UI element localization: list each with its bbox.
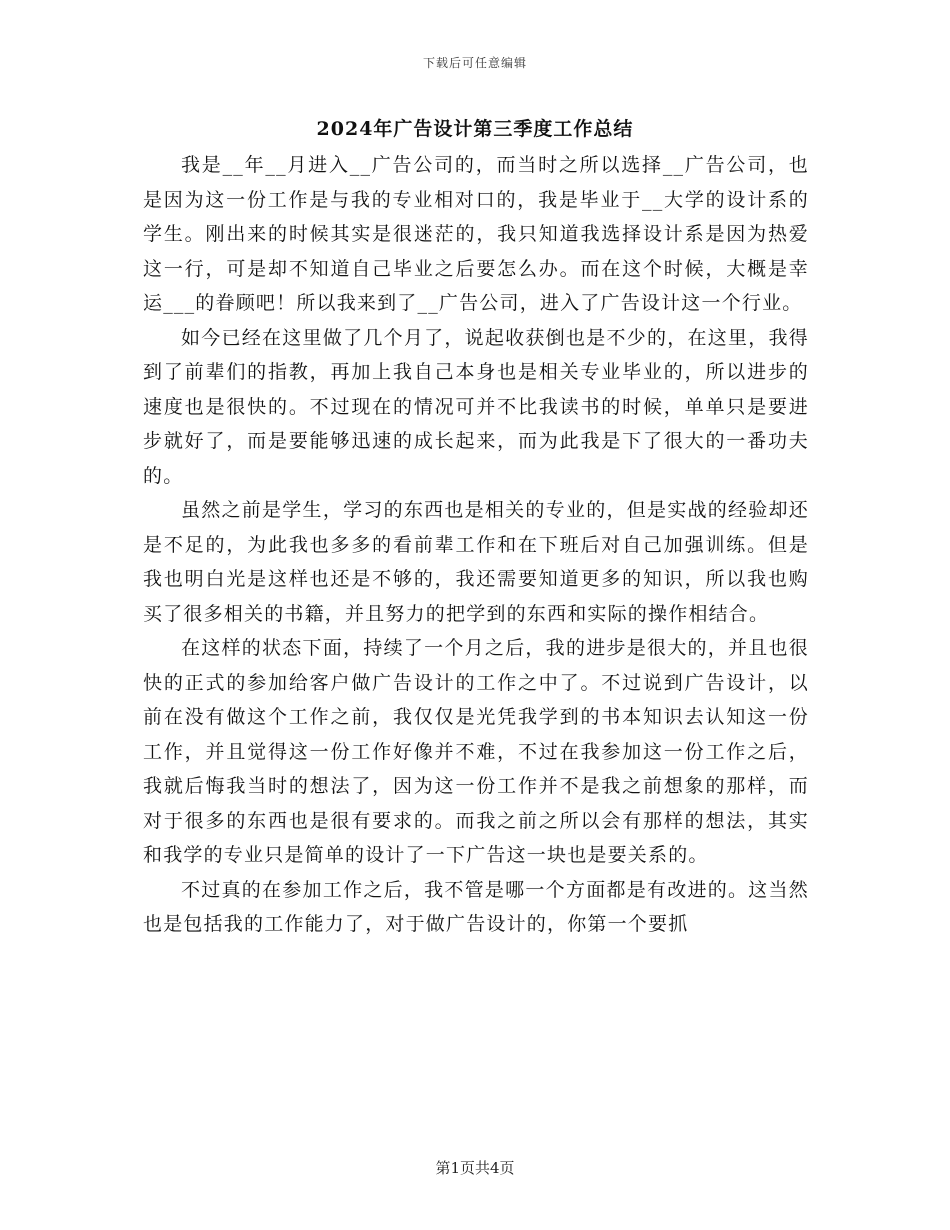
document-title: 2024年广告设计第三季度工作总结: [316, 118, 634, 140]
document-body: [143, 148, 809, 942]
paragraph-5: 不过真的在参加工作之后，我不管是哪一个方面都是有改进的。这当然也是包括我的工作能力了，对于做广告设计的，你第一个要抓: [143, 878, 809, 935]
page-header-note: 下载后可任意编辑: [422, 56, 527, 70]
paragraph-4: 在这样的状态下面，持续了一个月之后，我的进步是很大的，并且也很快的正式的参加给客户做广告设计的工作之中了。不过说到广告设计，以前在没有做这个工作之前，我仅仅是光凭我学到的书本知识去认知这一份工作，并且觉得这一份工作好像并不难，不过在我参加这一份工作之后，我就后悔我当时的想法了，因为这一份工作并不是我之前想象的那样，而对于很多的东西也是很有要求的。而我之前之所以会有那样的想法，其实和我学的专业只是简单的设计了一下广告这一块也是要关系的。: [143, 637, 809, 866]
paragraph-3: 虽然之前是学生，学习的东西也是相关的专业的，但是实战的经验却还是不足的，为此我也多多的看前辈工作和在下班后对自己加强训练。但是我也明白光是这样也还是不够的，我还需要知道更多的知识，所以我也购买了很多相关的书籍，并且努力的把学到的东西和实际的操作相结合。: [143, 499, 809, 625]
paragraph-2: 如今已经在这里做了几个月了，说起收获倒也是不少的，在这里，我得到了前辈们的指教，再加上我自己本身也是相关专业毕业的，所以进步的速度也是很快的。不过现在的情况可并不比我读书的时候，单单只是要进步就好了，而是要能够迅速的成长起来，而为此我是下了很大的一番功夫的。: [143, 326, 809, 487]
paragraph-1: 我是__年__月进入__广告公司的，而当时之所以选择__广告公司，也是因为这一份工作是与我的专业相对口的，我是毕业于__大学的设计系的学生。刚出来的时候其实是很迷茫的，我只知道我选择设计系是因为热爱这一行，可是却不知道自己毕业之后要怎么办。而在这个时候，大概是幸运___的眷顾吧！所以我来到了__广告公司，进入了广告设计这一个行业。: [143, 154, 809, 314]
page-number: 第1页共4页: [435, 1159, 515, 1177]
